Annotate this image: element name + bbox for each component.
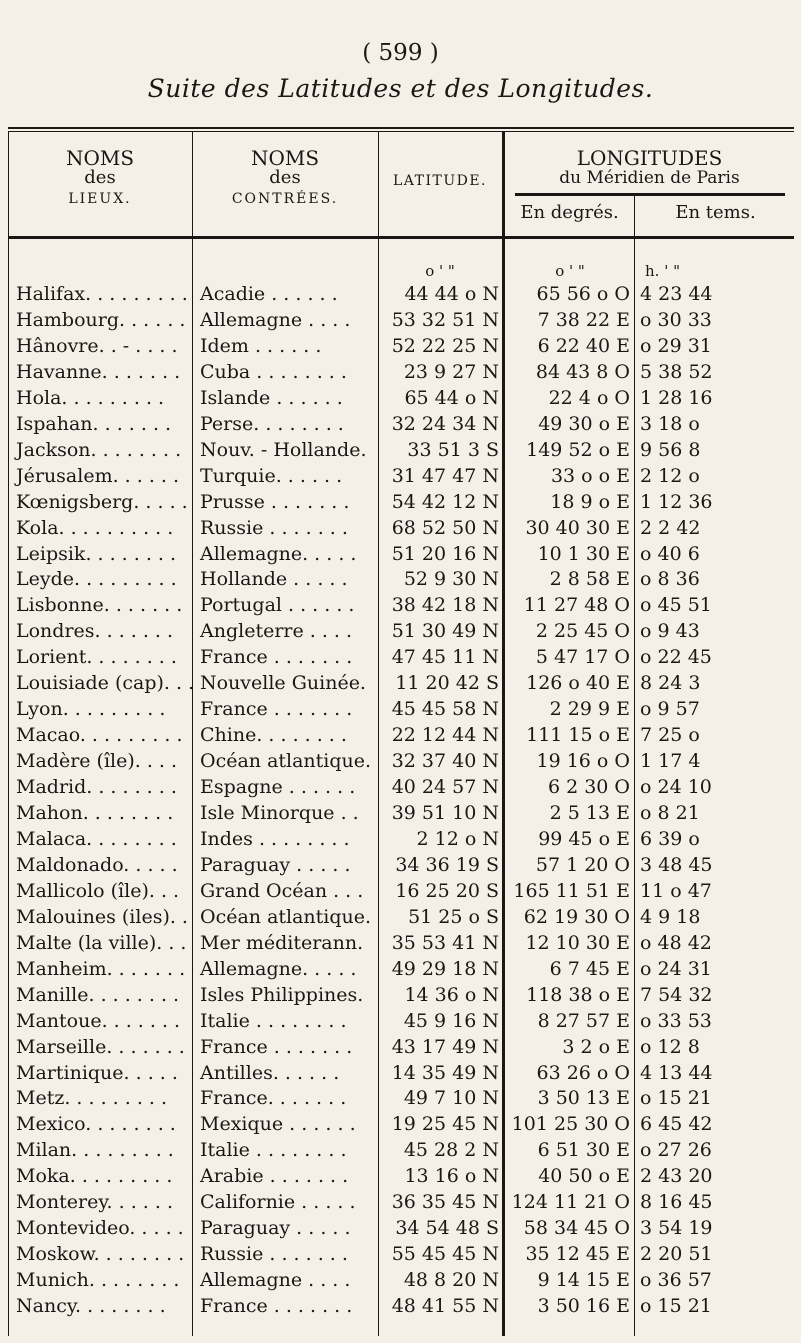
- latitude-value: 55 45 45 N: [391, 1243, 499, 1266]
- place-name: Moskow. . . . . . . .: [16, 1243, 185, 1266]
- latitude-value: 51 25 o S: [408, 905, 499, 928]
- latitude-value: 43 17 49 N: [391, 1035, 499, 1058]
- country-name: Mer méditerann.: [200, 931, 364, 954]
- longitude-time: o 24 10: [640, 776, 712, 799]
- country-name: Antilles. . . . . .: [200, 1061, 340, 1084]
- latitude-value: 45 45 58 N: [391, 698, 499, 721]
- latitude-value: 40 24 57 N: [391, 776, 499, 799]
- latitude-value: 51 20 16 N: [391, 542, 499, 565]
- latitude-value: 13 16 o N: [404, 1165, 499, 1188]
- header-places-line1: NOMS: [65, 146, 135, 170]
- country-name: Cuba . . . . . . . .: [200, 360, 347, 383]
- country-name: Chine. . . . . . . .: [200, 724, 347, 747]
- place-name: Jérusalem. . . . . .: [16, 464, 180, 487]
- place-name: Halifax. . . . . . . . .: [16, 283, 188, 305]
- longitude-degrees: 2 29 9 E: [549, 698, 630, 721]
- longitude-time: o 15 21: [640, 1087, 712, 1110]
- country-name: Russie . . . . . . .: [200, 516, 348, 539]
- latitude-value: 11 20 42 S: [395, 672, 499, 695]
- country-name: France . . . . . . .: [200, 646, 353, 669]
- latitude-value: 39 51 10 N: [391, 802, 499, 824]
- longitude-degrees: 6 22 40 E: [537, 334, 630, 357]
- longitude-degrees: 6 51 30 E: [537, 1139, 630, 1162]
- place-name: Ispahan. . . . . . .: [16, 412, 172, 435]
- longitude-degrees: 9 14 15 E: [537, 1269, 630, 1292]
- column-divider-4: [634, 196, 635, 1336]
- latitude-value: 32 37 40 N: [391, 750, 499, 773]
- column-divider-3: [502, 131, 505, 1336]
- place-name: Havanne. . . . . . .: [16, 360, 181, 383]
- longitude-degrees: 3 2 o E: [562, 1035, 630, 1058]
- place-name: Metz. . . . . . . . .: [16, 1087, 168, 1110]
- longitude-time: 6 39 o: [640, 827, 700, 850]
- longitude-degrees: 5 47 17 O: [535, 646, 630, 669]
- longitude-time: o 8 36: [640, 568, 700, 591]
- country-name: Italie . . . . . . . .: [200, 1009, 347, 1032]
- longitude-degrees: 58 34 45 O: [523, 1217, 630, 1240]
- place-name: Hambourg. . . . . .: [16, 308, 186, 331]
- place-name: Londres. . . . . . .: [16, 620, 174, 643]
- longitude-time: 5 38 52: [640, 360, 713, 383]
- latitude-value: 52 22 25 N: [391, 334, 499, 357]
- place-name: Manheim. . . . . . .: [16, 957, 186, 980]
- longitude-degrees: 18 9 o E: [550, 490, 630, 513]
- latitude-value: 16 25 20 S: [395, 879, 499, 902]
- place-name: Leyde. . . . . . . . .: [16, 568, 177, 591]
- header-places: [8, 148, 192, 207]
- longitude-degrees: 111 15 o E: [526, 724, 630, 747]
- table-border-left: [8, 131, 9, 1336]
- header-countries-line3: CONTRÉES.: [231, 190, 339, 207]
- header-latitude: LATITUDE.: [392, 173, 488, 189]
- country-name: Portugal . . . . . .: [200, 594, 355, 617]
- longitude-time: 2 2 42: [640, 516, 701, 539]
- latitude-value: 22 12 44 N: [391, 724, 499, 747]
- longitude-degrees: 19 16 o O: [536, 750, 630, 773]
- country-name: Russie . . . . . . .: [200, 1243, 348, 1266]
- place-name: Munich. . . . . . . .: [16, 1269, 180, 1292]
- longitude-degrees: 6 7 45 E: [549, 957, 630, 980]
- longitude-time: 3 54 19: [640, 1217, 713, 1240]
- country-name: Espagne . . . . . .: [200, 776, 356, 799]
- header-countries-line1: NOMS: [250, 146, 320, 170]
- country-name: Mexique . . . . . .: [200, 1113, 356, 1136]
- longitude-time: 4 13 44: [640, 1061, 713, 1084]
- longitude-degrees: 99 45 o E: [538, 827, 630, 850]
- longitude-degrees: 62 19 30 O: [523, 905, 630, 928]
- place-name: Hola. . . . . . . . .: [16, 386, 165, 409]
- longitude-time: o 22 45: [640, 646, 712, 669]
- place-name: Maldonado. . . . .: [16, 853, 178, 876]
- country-name: Nouvelle Guinée.: [200, 672, 366, 695]
- header-places-line2: des: [84, 167, 116, 188]
- longitude-degrees: 101 25 30 O: [511, 1113, 630, 1136]
- place-name: Mexico. . . . . . . .: [16, 1113, 176, 1136]
- latitude-value: 32 24 34 N: [391, 412, 499, 435]
- latitude-value: 51 30 49 N: [391, 620, 499, 643]
- longitude-degrees: 2 8 58 E: [549, 568, 630, 591]
- country-name: Grand Océan . . .: [200, 879, 364, 902]
- country-name: Isle Minorque . .: [200, 802, 359, 824]
- latitude-value: 65 44 o N: [404, 386, 499, 409]
- country-name: Océan atlantique.: [200, 750, 372, 773]
- place-name: Kola. . . . . . . . . .: [16, 516, 174, 539]
- longitude-time: 3 48 45: [640, 853, 713, 876]
- longitude-time: 2 43 20: [640, 1165, 713, 1188]
- place-name: Leipsik. . . . . . . .: [16, 542, 177, 565]
- longitude-degrees: 49 30 o E: [538, 412, 630, 435]
- longitude-time: o 45 51: [640, 594, 712, 617]
- longitude-time: o 9 57: [640, 698, 700, 721]
- table-top-rule: [8, 127, 794, 129]
- header-time: En tems.: [675, 202, 756, 223]
- longitude-time: o 40 6: [640, 542, 700, 565]
- longitude-degrees: 33 o o E: [550, 464, 630, 487]
- latitude-value: 44 44 o N: [404, 283, 499, 305]
- place-name: Mahon. . . . . . . .: [16, 802, 174, 824]
- place-name: Hânovre. . - . . . .: [16, 334, 178, 357]
- country-name: Arabie . . . . . . .: [200, 1165, 349, 1188]
- country-name: France . . . . . . .: [200, 698, 353, 721]
- longitude-time: 2 20 51: [640, 1243, 713, 1266]
- latitude-value: 34 54 48 S: [395, 1217, 499, 1240]
- longitude-time: 1 17 4: [640, 750, 701, 773]
- country-name: Allemagne. . . . .: [200, 542, 357, 565]
- country-name: Océan atlantique.: [200, 905, 372, 928]
- longitude-time: 1 12 36: [640, 490, 713, 513]
- longitude-time: 3 18 o: [640, 412, 700, 435]
- place-name: Lisbonne. . . . . . .: [16, 594, 183, 617]
- latitude-value: 49 29 18 N: [391, 957, 499, 980]
- longitude-degrees: 57 1 20 O: [535, 853, 630, 876]
- longitude-degrees: 63 26 o O: [536, 1061, 630, 1084]
- page-number: ( 599 ): [362, 40, 439, 66]
- latitude-value: 36 35 45 N: [391, 1191, 499, 1214]
- latitude-value: 14 36 o N: [404, 983, 499, 1006]
- longitude-time: o 36 57: [640, 1269, 712, 1292]
- latitude-value: 19 25 45 N: [391, 1113, 499, 1136]
- latitude-value: 68 52 50 N: [391, 516, 499, 539]
- latitude-value: 52 9 30 N: [403, 568, 499, 591]
- longitude-time: 11 o 47: [640, 879, 712, 902]
- longitude-degrees: 40 50 o E: [538, 1165, 630, 1188]
- place-name: Moka. . . . . . . . .: [16, 1165, 173, 1188]
- longitude-time: o 12 8: [640, 1035, 700, 1058]
- country-name: Perse. . . . . . . .: [200, 412, 344, 435]
- longitude-degrees: 3 50 16 E: [537, 1295, 630, 1318]
- unit-latitude: o ' ": [425, 262, 455, 280]
- place-name: Marseille. . . . . . .: [16, 1035, 185, 1058]
- country-name: Paraguay . . . . .: [200, 853, 351, 876]
- longitude-time: o 29 31: [640, 334, 712, 357]
- longitude-degrees: 126 o 40 E: [526, 672, 630, 695]
- place-name: Manille. . . . . . . .: [16, 983, 180, 1006]
- longitude-time: 7 25 o: [640, 724, 700, 747]
- country-name: Californie . . . . .: [200, 1191, 356, 1214]
- longitude-degrees: 35 12 45 E: [525, 1243, 630, 1266]
- longitude-time: 6 45 42: [640, 1113, 713, 1136]
- longitude-time: 9 56 8: [640, 438, 701, 461]
- country-name: France . . . . . . .: [200, 1295, 353, 1318]
- place-name: Milan. . . . . . . . .: [16, 1139, 174, 1162]
- latitude-value: 23 9 27 N: [403, 360, 499, 383]
- latitude-value: 49 7 10 N: [403, 1087, 499, 1110]
- country-name: Acadie . . . . . .: [200, 283, 338, 305]
- header-longitudes-rule: [515, 193, 785, 196]
- latitude-value: 35 53 41 N: [391, 931, 499, 954]
- place-name: Malouines (iles). .: [16, 905, 188, 928]
- place-name: Kœnigsberg. . . . .: [16, 490, 188, 513]
- country-name: Idem . . . . . .: [200, 334, 322, 357]
- latitude-value: 48 41 55 N: [391, 1295, 499, 1318]
- longitude-time: o 48 42: [640, 931, 712, 954]
- table-top-rule-thin: [8, 131, 794, 132]
- latitude-value: 33 51 3 S: [407, 438, 499, 461]
- longitude-time: o 30 33: [640, 308, 712, 331]
- latitude-value: 14 35 49 N: [391, 1061, 499, 1084]
- longitude-degrees: 8 27 57 E: [537, 1009, 630, 1032]
- header-countries: [192, 148, 378, 207]
- unit-time: h. ' ": [645, 262, 680, 280]
- latitude-value: 54 42 12 N: [391, 490, 499, 513]
- country-name: Allemagne . . . .: [200, 1269, 351, 1292]
- longitude-degrees: 7 38 22 E: [537, 308, 630, 331]
- country-name: Allemagne. . . . .: [200, 957, 357, 980]
- longitude-degrees: 12 10 30 E: [525, 931, 630, 954]
- place-name: Macao. . . . . . . . .: [16, 724, 183, 747]
- longitude-degrees: 149 52 o E: [526, 438, 630, 461]
- longitude-degrees: 22 4 o O: [548, 386, 630, 409]
- page-title: Suite des Latitudes et des Longitudes.: [147, 74, 654, 103]
- longitude-time: 1 28 16: [640, 386, 713, 409]
- longitude-degrees: 30 40 30 E: [525, 516, 630, 539]
- country-name: Italie . . . . . . . .: [200, 1139, 347, 1162]
- header-degrees: En degrés.: [520, 202, 619, 223]
- longitude-degrees: 65 56 o O: [536, 283, 630, 305]
- latitude-value: 47 45 11 N: [391, 646, 499, 669]
- place-name: Monterey. . . . . .: [16, 1191, 173, 1214]
- country-name: Isles Philippines.: [200, 983, 364, 1006]
- longitude-degrees: 3 50 13 E: [537, 1087, 630, 1110]
- header-places-line3: LIEUX.: [68, 190, 132, 207]
- country-name: Hollande . . . . .: [200, 568, 348, 591]
- country-name: Angleterre . . . .: [200, 620, 353, 643]
- place-name: Malte (la ville). . .: [16, 931, 187, 954]
- country-name: Indes . . . . . . . .: [200, 827, 350, 850]
- longitude-degrees: 165 11 51 E: [513, 879, 630, 902]
- latitude-value: 38 42 18 N: [391, 594, 499, 617]
- longitude-time: o 24 31: [640, 957, 712, 980]
- country-name: Islande . . . . . .: [200, 386, 343, 409]
- longitude-time: 8 24 3: [640, 672, 701, 695]
- header-meridian: du Méridien de Paris: [559, 168, 740, 188]
- place-name: Jackson. . . . . . . .: [16, 438, 182, 461]
- longitude-time: o 33 53: [640, 1009, 712, 1032]
- longitude-degrees: 84 43 8 O: [535, 360, 630, 383]
- longitude-time: 4 23 44: [640, 283, 713, 305]
- header-longitudes: LONGITUDES: [576, 146, 723, 170]
- longitude-time: o 15 21: [640, 1295, 712, 1318]
- place-name: Lorient. . . . . . . .: [16, 646, 177, 669]
- header-countries-line2: des: [269, 167, 301, 188]
- longitude-degrees: 2 25 45 O: [535, 620, 630, 643]
- country-name: Paraguay . . . . .: [200, 1217, 351, 1240]
- longitude-time: 8 16 45: [640, 1191, 713, 1214]
- country-name: Nouv. - Hollande.: [200, 438, 367, 461]
- longitude-degrees: 124 11 21 O: [511, 1191, 630, 1214]
- longitude-time: 7 54 32: [640, 983, 713, 1006]
- longitude-degrees: 118 38 o E: [526, 983, 630, 1006]
- longitude-time: 4 9 18: [640, 905, 701, 928]
- country-name: Turquie. . . . . .: [200, 464, 343, 487]
- latitude-value: 45 9 16 N: [403, 1009, 499, 1032]
- place-name: Montevideo. . . . .: [16, 1217, 184, 1240]
- column-divider-2: [378, 131, 379, 1336]
- longitude-degrees: 2 5 13 E: [549, 802, 630, 824]
- country-name: Allemagne . . . .: [200, 308, 351, 331]
- longitude-degrees: 10 1 30 E: [537, 542, 630, 565]
- unit-degrees: o ' ": [555, 262, 585, 280]
- place-name: Martinique. . . . .: [16, 1061, 178, 1084]
- longitude-time: o 27 26: [640, 1139, 712, 1162]
- longitude-time: 2 12 o: [640, 464, 700, 487]
- column-divider-1: [192, 131, 193, 1336]
- place-name: Lyon. . . . . . . . .: [16, 698, 166, 721]
- latitude-value: 48 8 20 N: [403, 1269, 499, 1292]
- country-name: France . . . . . . .: [200, 1035, 353, 1058]
- place-name: Nancy. . . . . . . .: [16, 1295, 166, 1318]
- header-bottom-rule: [8, 236, 794, 239]
- place-name: Mantoue. . . . . . .: [16, 1009, 181, 1032]
- longitude-time: o 8 21: [640, 802, 700, 824]
- latitude-value: 45 28 2 N: [403, 1139, 499, 1162]
- country-name: France. . . . . . .: [200, 1087, 347, 1110]
- latitude-value: 31 47 47 N: [391, 464, 499, 487]
- latitude-value: 53 32 51 N: [391, 308, 499, 331]
- country-name: Prusse . . . . . . .: [200, 490, 350, 513]
- place-name: Madrid. . . . . . . .: [16, 776, 177, 799]
- place-name: Malaca. . . . . . . .: [16, 827, 177, 850]
- latitude-value: 34 36 19 S: [395, 853, 499, 876]
- place-name: Mallicolo (île). . .: [16, 879, 180, 902]
- longitude-degrees: 11 27 48 O: [523, 594, 630, 617]
- place-name: Madère (île). . . .: [16, 750, 178, 773]
- longitude-degrees: 6 2 30 O: [547, 776, 630, 799]
- place-name: Louisiade (cap). . .: [16, 672, 195, 695]
- latitude-value: 2 12 o N: [416, 827, 499, 850]
- longitude-time: o 9 43: [640, 620, 700, 643]
